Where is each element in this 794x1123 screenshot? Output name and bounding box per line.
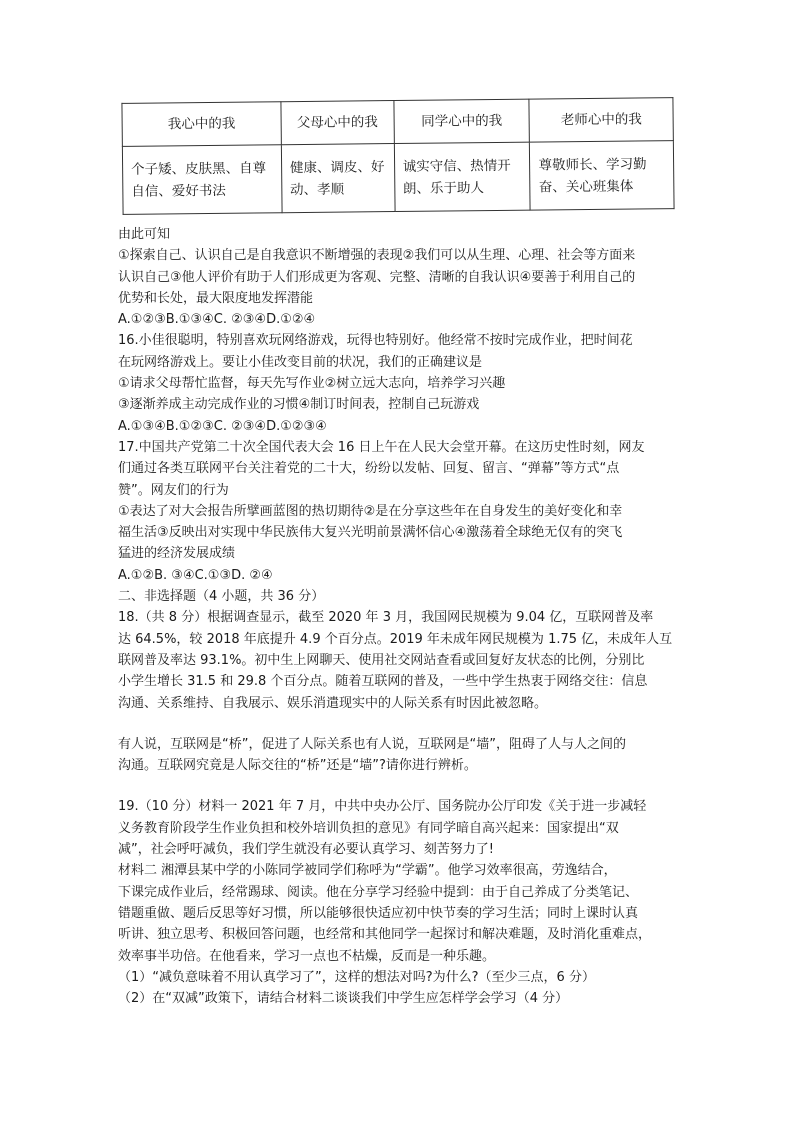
- header-cell-classmates: 同学心中的我: [394, 99, 530, 143]
- table-row: [122, 141, 674, 215]
- text-line: 们通过各类互联网平台关注着党的二十大，纷纷以发帖、回复、留言、“弹幕”等方式“点: [118, 461, 620, 477]
- spacer: [118, 714, 678, 734]
- text-line: 下课完成作业后，经常踢球、阅读。他在分享学习经验中提到：由于自己养成了分类笔记、: [118, 884, 639, 900]
- question-17: 17.中国共产党第二十次全国代表大会 16 日上午在人民大会堂开幕。在这历史性时刻，网友: [118, 439, 645, 455]
- text-line: 有人说，互联网是“桥”，促进了人际关系也有人说，互联网是“墙”，阻碍了人与人之间的: [118, 736, 626, 752]
- table: [121, 97, 674, 215]
- text-line: ①请求父母帮忙监督，每天先写作业②树立远大志向，培养学习兴趣: [118, 376, 506, 392]
- text-line: 小学生增长 31.5 和 29.8 个百分点。随着互联网的普及，一些中学生热衷于网络交往：信息: [118, 674, 648, 690]
- header-cell-parents: 父母心中的我: [281, 101, 394, 145]
- cell-classmates: 诚实守信、热情开朗、乐于助人: [394, 142, 531, 211]
- text-line: 沟通、关系维持、自我展示、娱乐消遣现实中的人际关系有时因此被忽略。: [118, 695, 548, 711]
- text-line: ①表达了对大会报告所擘画蓝图的热切期待②是在分享这些年在自身发生的美好变化和幸: [118, 503, 623, 519]
- cell-teachers: 尊敬师长、学习勤奋、关心班集体: [530, 141, 674, 210]
- text-line: 沟通。互联网究竟是人际交往的“桥”还是“墙”?请你进行辨析。: [118, 758, 477, 774]
- text-line: 听讲、独立思考、积极回答问题，也经常和其他同学一起探讨和解决难题，及时消化重难点，: [118, 927, 652, 943]
- table-header-row: [122, 98, 673, 147]
- text-line: 义务教育阶段学生作业负担和校外培训负担的意见》有同学暗自高兴起来：国家提出“双: [118, 820, 619, 836]
- text-line: 赞”。网友们的行为: [118, 482, 229, 498]
- text-line: 认识自己③他人评价有助于人们形成更为客观、完整、清晰的自我认识④要善于利用自己的: [118, 269, 636, 285]
- text-line: 联网普及率达 93.1%。初中生上网聊天、使用社交网站查看或回复好友状态的比例，分别比: [118, 652, 645, 668]
- cell-self: 个子矮、皮肤黑、自尊自信、爱好书法: [122, 145, 281, 215]
- text-line: 福生活③反映出对实现中华民族伟大复兴光明前景满怀信心④激荡着全球绝无仅有的突飞: [118, 525, 623, 541]
- header-cell-teachers: 老师心中的我: [529, 98, 673, 143]
- text-line: 猛进的经济发展成绩: [118, 546, 236, 562]
- text-line: 效率事半功倍。在他看来，学习一点也不枯燥，反而是一种乐趣。: [118, 948, 496, 964]
- self-perception-table: [121, 97, 674, 215]
- sub-question-1: （1）“减负意味着不用认真学习了”，这样的想法对吗?为什么?（至少三点，6 分）: [118, 969, 595, 985]
- spacer: [118, 776, 678, 796]
- exam-content: [118, 224, 678, 1009]
- text-line: ①探索自己、认识自己是自我意识不断增强的表现②我们可以从生理、心理、社会等方面来: [118, 248, 636, 264]
- question-16: 16.小佳很聪明，特别喜欢玩网络游戏，玩得也特别好。他经常不按时完成作业，把时间花: [118, 333, 633, 349]
- text-line: 达 64.5%，较 2018 年底提升 4.9 个百分点。2019 年未成年网民规模为 1.75 亿，未成年人互: [118, 631, 673, 647]
- section-heading: 二、非选择题（4 小题，共 36 分）: [118, 589, 325, 605]
- text-line: 优势和长处，最大限度地发挥潜能: [118, 290, 314, 306]
- text-line: 由此可知: [118, 227, 171, 242]
- text-line: 在玩网络游戏上。要让小佳改变目前的状况，我们的正确建议是: [118, 354, 483, 370]
- header-cell-self: 我心中的我: [122, 102, 281, 147]
- answer-options: A.①②③B.①③④C. ②③④D.①②④: [118, 312, 316, 328]
- answer-options: A.①③④B.①②③C. ②③④D.①②③④: [118, 418, 327, 434]
- text-line: 减”，社会呼吁减负，我们学生就没有必要认真学习、刻苦努力了!: [118, 842, 494, 858]
- text-line: 错题重做、题后反思等好习惯，所以能够很快适应初中快节奏的学习生活；同时上课时认真: [118, 905, 639, 921]
- answer-options: A.①②B. ③④C.①③D. ②④: [118, 567, 273, 583]
- question-18: 18.（共 8 分）根据调查显示，截至 2020 年 3 月，我国网民规模为 9.04 亿，互联网普及率: [118, 610, 654, 626]
- text-line: ③逐渐养成主动完成作业的习惯④制订时间表，控制自己玩游戏: [118, 397, 480, 413]
- text-line: 材料二 湘潭县某中学的小陈同学被同学们称呼为“学霸”。他学习效率很高，劳逸结合，: [118, 863, 617, 879]
- cell-parents: 健康、调皮、好动、孝顺: [281, 144, 395, 213]
- question-19: 19.（10 分）材料一 2021 年 7 月，中共中央办公厅、国务院办公厅印发《关于进一步减轻: [118, 799, 647, 815]
- sub-question-2: （2）在“双减”政策下，请结合材料二谈谈我们中学生应怎样学会学习（4 分）: [118, 991, 569, 1007]
